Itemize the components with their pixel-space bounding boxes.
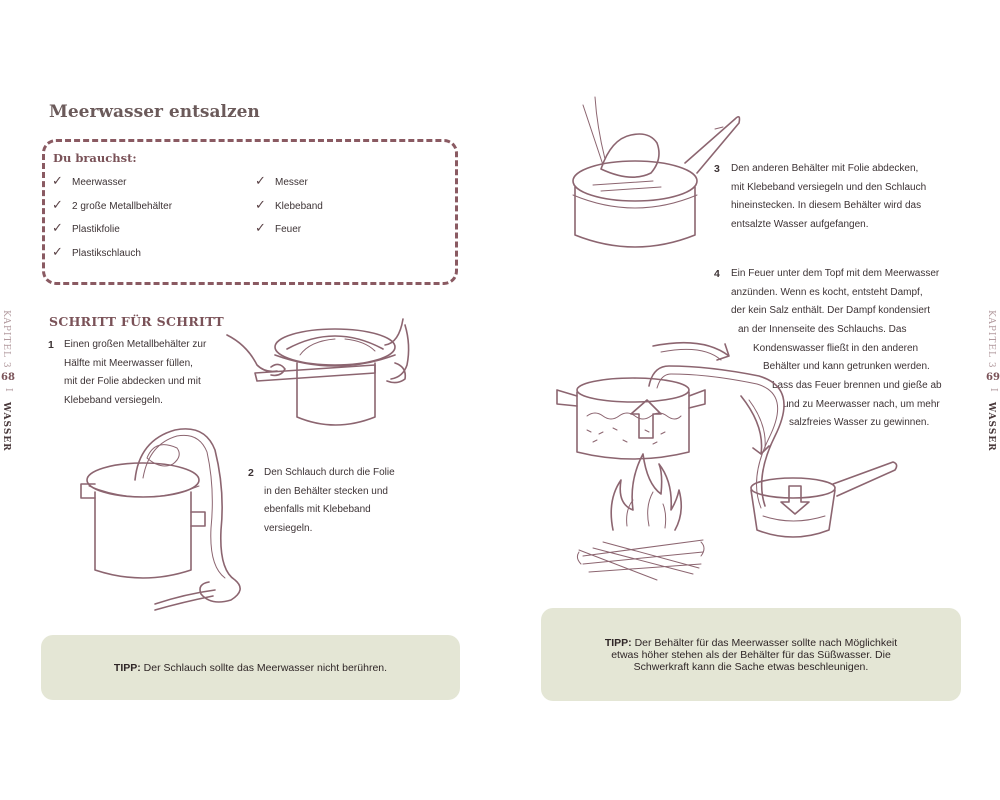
step-1-text (64, 336, 206, 410)
requirement-item (255, 173, 308, 189)
step-number: 2 (248, 467, 254, 479)
page-number-left: 68 (1, 372, 15, 383)
step-text-line: anzünden. Wenn es kocht, entsteht Dampf, (731, 287, 923, 298)
tip-body: Der Behälter für das Meerwasser sollte nach Möglichkeit (631, 636, 898, 649)
check-icon: ✓ (52, 197, 63, 212)
pan-sealed-with-foil-illustration (565, 95, 745, 260)
check-icon: ✓ (255, 220, 266, 235)
boiling-pot-over-fire-illustration (553, 330, 903, 585)
step-text-line: der kein Salz enthält. Der Dampf kondensiert (731, 305, 930, 316)
chapter-label-left: KAPITEL 3 (1, 310, 11, 369)
requirement-label: Feuer (275, 224, 302, 235)
tip-text (41, 662, 460, 674)
check-icon: ✓ (52, 244, 63, 259)
tip-text-line (541, 637, 961, 649)
step-text-line: Einen großen Metallbehälter zur (64, 339, 207, 350)
requirement-label: Klebeband (275, 201, 323, 212)
requirement-item (52, 220, 120, 236)
step-text-line: in den Behälter stecken und (264, 485, 388, 497)
tip-box-right (541, 608, 961, 701)
section-label-left: WASSER (1, 402, 11, 452)
tip-box-left (41, 635, 460, 700)
step-text-line: entsalzte Wasser aufgefangen. (731, 218, 869, 230)
check-icon: ✓ (255, 173, 266, 188)
step-2-text (264, 464, 395, 538)
step-text-line: Den anderen Behälter mit Folie abdecken, (731, 163, 919, 174)
step-text-line: Hälfte mit Meerwasser füllen, (64, 357, 193, 369)
step-text-line: mit der Folie abdecken und mit (64, 376, 201, 388)
check-icon: ✓ (255, 197, 266, 212)
requirement-item (255, 220, 301, 236)
step-text-line: Lass das Feuer brennen und gieße ab (772, 380, 942, 391)
step-text-line: hineinstecken. In diesem Behälter wird das (731, 200, 922, 212)
tip-body: Der Schlauch sollte das Meerwasser nicht berühren. (140, 661, 388, 674)
pot-with-hose-inserted-illustration (75, 420, 250, 610)
requirement-item (255, 197, 323, 213)
pot-covered-with-foil-hands-illustration (225, 315, 435, 435)
step-text-line: Klebeband versiegeln. (64, 394, 163, 406)
requirement-label: Meerwasser (72, 177, 127, 188)
requirement-item (52, 197, 172, 213)
requirement-label: Plastikfolie (72, 224, 120, 235)
requirement-label: Plastikschlauch (72, 248, 141, 259)
tip-label: TIPP: (113, 661, 141, 674)
check-icon: ✓ (52, 173, 63, 188)
tip-text-line: Schwerkraft kann die Sache etwas beschleunigen. (633, 660, 869, 673)
chapter-label-right: KAPITEL 3 (986, 310, 996, 369)
separator-left: I (3, 388, 13, 393)
step-text-line: an der Innenseite des Schlauchs. Das (738, 324, 907, 335)
step-text-line: salzfreies Wasser zu gewinnen. (789, 417, 930, 428)
requirement-item (52, 244, 141, 260)
section-label-right: WASSER (986, 402, 996, 452)
step-text-line: Ein Feuer unter dem Topf mit dem Meerwasser (731, 268, 940, 279)
step-number: 1 (48, 339, 54, 351)
step-text-line: mit Klebeband versiegeln und den Schlauch (731, 181, 927, 193)
step-number: 4 (714, 268, 720, 280)
requirements-heading: Du brauchst: (53, 151, 137, 165)
step-number: 3 (714, 163, 720, 175)
step-3-text (731, 160, 926, 234)
tip-label: TIPP: (604, 636, 632, 649)
step-text-line: und zu Meerwasser nach, um mehr (783, 399, 940, 410)
page-title: Meerwasser entsalzen (49, 102, 260, 122)
requirement-item (52, 173, 126, 189)
step-text-line: Den Schlauch durch die Folie (264, 467, 395, 478)
check-icon: ✓ (52, 220, 63, 235)
step-text-line: Kondenswasser fließt in den anderen (753, 343, 919, 354)
separator-right: I (988, 388, 998, 393)
step-text-line: versiegeln. (264, 522, 313, 534)
tip-text-line: etwas höher stehen als der Behälter für das Süßwasser. Die (611, 648, 891, 661)
step-text-line: ebenfalls mit Klebeband (264, 504, 371, 516)
step-text-line: Behälter und kann getrunken werden. (763, 361, 930, 372)
requirement-label: 2 große Metallbehälter (72, 201, 173, 212)
page-number-right: 69 (986, 372, 1000, 383)
steps-heading: SCHRITT FÜR SCHRITT (49, 314, 224, 329)
requirement-label: Messer (275, 177, 308, 188)
